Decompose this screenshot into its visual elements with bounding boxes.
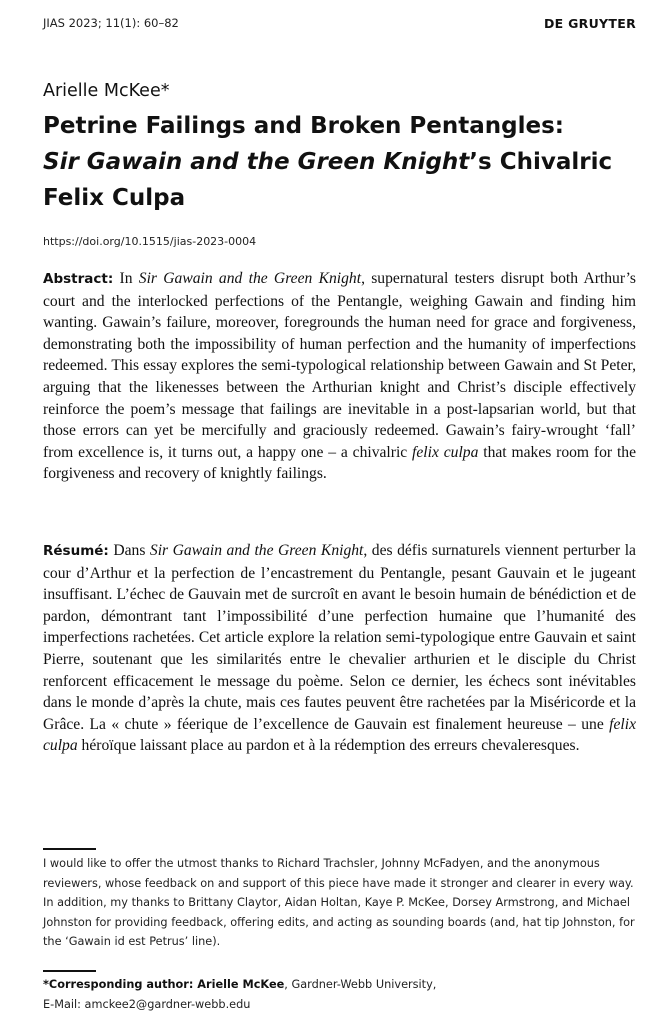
abstract-body-2: that makes room for the forgiveness and recovery of knightly failings.	[43, 443, 636, 483]
corresponding-author-label: *Corresponding author: Arielle McKee	[43, 978, 285, 991]
resume-lead: Dans	[108, 542, 150, 559]
journal-reference: JIAS 2023; 11(1): 60–82	[43, 16, 179, 30]
resume-felix-culpa: felix culpa	[43, 715, 636, 755]
abstract-body-1: , supernatural testers disrupt both Arthur’s court and the interlocked perfections of the Pentangle, weighing Gawain and finding him wanting. Gawain’s failure, moreover, foregrounds the human need for grace and forgiveness, demonstrating both the impossibility of human perfection and the humanity of imperfections redeemed. This essay explores the semi-typological relationship between Gawain and St Peter, arguing that the likenesses between the Arthurian knight and Christ’s disciple effectively reinforce the poem’s message that failings are inevitable in a post-lapsarian world, but that those errors can yet be mercifully and graciously redeemed. Gawain’s fairy-wrought ‘fall’ from excellence is, it turns out, a happy one – a chivalric	[43, 270, 636, 461]
running-header	[43, 16, 636, 36]
resume-body-2: héroïque laissant place au pardon et à la rédemption des erreurs chevaleresques.	[77, 737, 580, 755]
article-title	[43, 108, 643, 216]
title-line-1: Petrine Failings and Broken Pentangles:	[43, 113, 564, 139]
resume-label: Résumé:	[43, 543, 109, 559]
abstract-label: Abstract:	[43, 271, 114, 287]
abstract-paragraph	[43, 268, 636, 485]
author-email[interactable]: E-Mail: amckee2@gardner-webb.edu	[43, 997, 251, 1011]
title-line-2-rest: ’s Chivalric	[469, 149, 613, 175]
resume-body-1: , des défis surnaturels viennent perturber la cour d’Arthur et la perfection de l’encastrement du Pentangle, pesant Gauvain et le jugeant insuffisant. L’échec de Gauvain met de surcroît en avant le besoin humain de bénédiction et de pardon, démontrant tant l’impossibilité d’une perfection humaine que l’humanité des imperfections rachetées. Cet article explore la relation semi-typologique entre Gauvain et saint Pierre, soutenant que les similarités entre le chevalier arthurien et le disciple du Christ renforcent efficacement le message du poème. Selon ce dernier, les échecs sont inévitables dans le monde d’après la chute, mais ces fautes peuvent être rachetées par la Miséricorde et la Grâce. La « chute » féerique de l’excellence de Gauvain est finalement heureuse – une	[43, 542, 636, 733]
abstract-felix-culpa: felix culpa	[412, 443, 479, 461]
abstract-lead: In	[113, 270, 139, 287]
corresponding-affiliation: , Gardner-Webb University,	[284, 978, 437, 991]
acknowledgement-footnote: I would like to offer the utmost thanks to Richard Trachsler, Johnny McFadyen, and the anonymous reviewers, whose feedback on and support of this piece have made it stronger and clearer in every way. In addition, my thanks to Brittany Claytor, Aidan Holtan, Kaye P. McKee, Dorsey Armstrong, and Michael Johnston for providing feedback, offering edits, and acting as sounding boards (and, hat tip Johnston, for the ‘Gawain id est Petrus’ line).	[43, 857, 635, 948]
footnote-divider	[43, 848, 96, 850]
publisher-name: DE GRUYTER	[543, 16, 636, 31]
title-line-3: Felix Culpa	[43, 185, 186, 211]
corresponding-author-note	[43, 975, 636, 1014]
author-note-divider	[43, 970, 96, 972]
doi-link[interactable]: https://doi.org/10.1515/jias-2023-0004	[43, 235, 257, 248]
abstract-work-title: Sir Gawain and the Green Knight	[138, 270, 362, 287]
resume-work-title: Sir Gawain and the Green Knight	[149, 542, 364, 559]
article-author: Arielle McKee*	[43, 81, 170, 101]
resume-paragraph	[43, 540, 636, 757]
title-work-italic: Sir Gawain and the Green Knight	[43, 149, 470, 175]
